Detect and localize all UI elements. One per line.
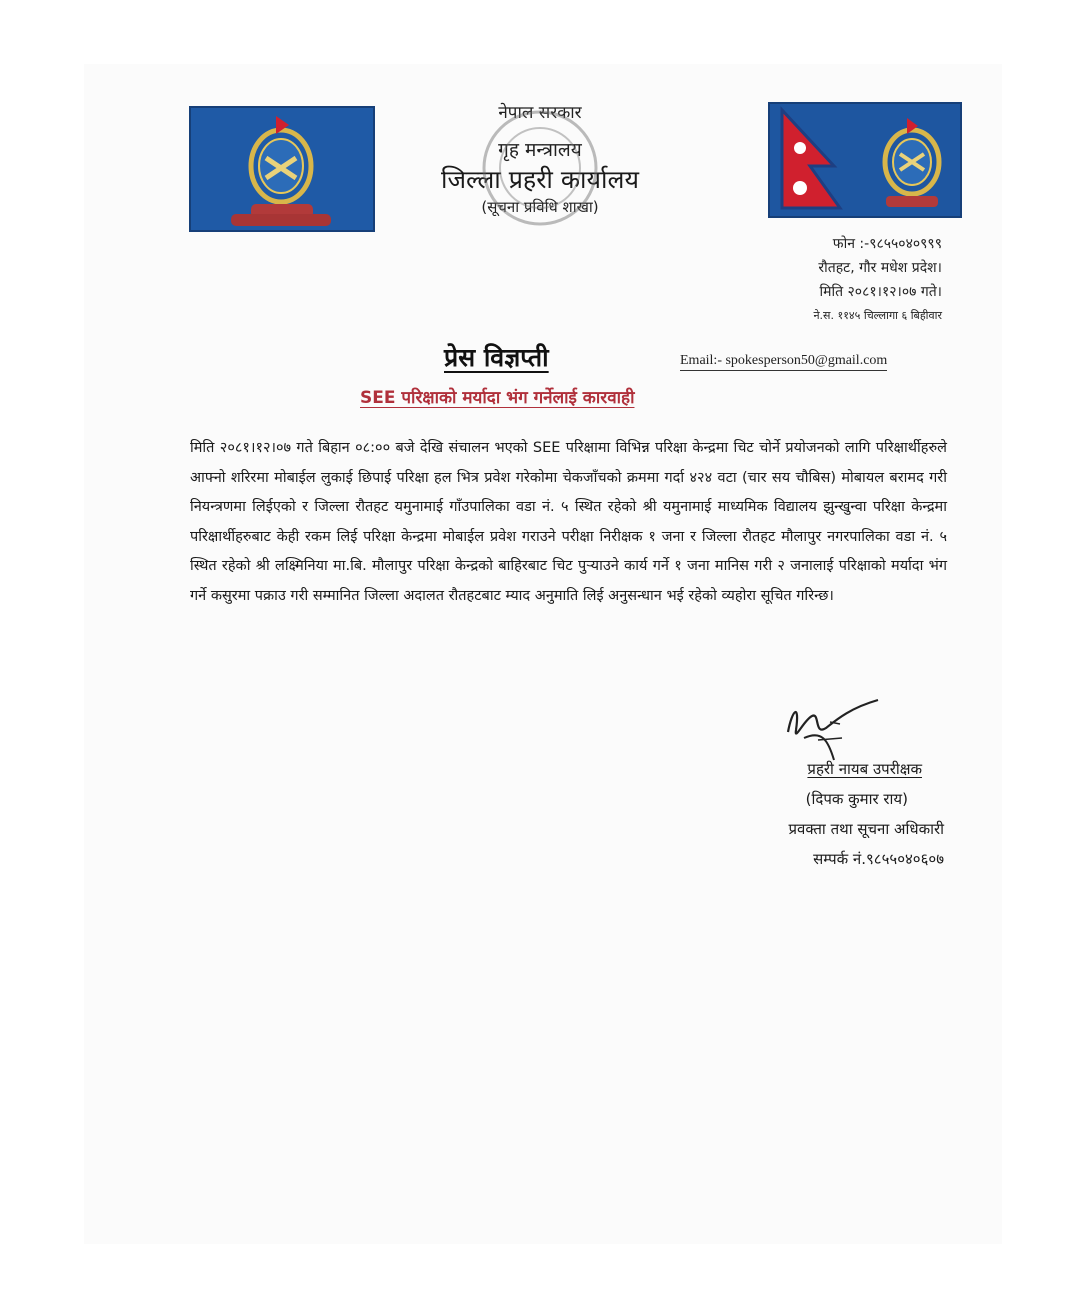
nepal-samvat-date: ने.स. ११४५ चिल्लागा ६ बिहीवार xyxy=(813,309,942,322)
press-release-title: प्रेस विज्ञप्ती xyxy=(444,343,549,372)
ministry-line: गृह मन्त्रालय xyxy=(498,139,582,161)
officer-role: प्रवक्ता तथा सूचना अधिकारी xyxy=(788,820,944,838)
contact-block xyxy=(813,232,942,328)
issue-date: मिति २०८१।१२।०७ गते। xyxy=(819,284,942,300)
section-name: (सूचना प्रविधि शाखा) xyxy=(481,198,599,216)
press-body: मिति २०८१।१२।०७ गते बिहान ०८:०० बजे देखि संचालन भएको SEE परिक्षामा विभिन्न परिक्षा केन्द्रमा चिट चोर्ने प्रयोजनको लागि परिक्षार्थीहरुले आफ्नो शरिरमा मोबाईल लुकाई छिपाई परिक्षा हल भित्र प्रवेश गरेकोमा चेकजाँचको क्रममा गर्दा ४२४ वटा (चार सय चौबिस) मोबायल बरामद गरी नियन्त्रणमा लिईएको र जिल्ला रौतहट यमुनामाई गाँउपालिका वडा नं. ५ स्थित रहेको श्री यमुनामाई माध्यमिक विद्यालय झुन्खुन्वा परिक्षा केन्द्रमा परिक्षार्थीहरुबाट केही रकम लिई परिक्षा केन्द्रमा मोबाईल प्रवेश गराउने परीक्षा निरीक्षक १ जना र जिल्ला रौतहट मौलापुर नगरपालिका वडा नं. ५ स्थित रहेको श्री लक्ष्मिनिया मा.बि. मौलापुर परिक्षा केन्द्रको बाहिरबाट चिट पुऱ्याउने कार्य गर्ने १ जना मानिस गरी २ जनालाई परिक्षाको मर्यादा भंग गर्ने कसुरमा पक्राउ गरी सम्मानित जिल्ला अदालत रौतहटबाट म्याद अनुमाति लिई अनुसन्धान भई रहेको व्यहोरा सूचित गरिन्छ। xyxy=(190,440,947,604)
officer-name: (दिपक कुमार राय) xyxy=(805,790,908,808)
police-badge-icon xyxy=(191,108,373,230)
police-emblem-left xyxy=(189,106,375,232)
government-line: नेपाल सरकार xyxy=(498,103,582,123)
signoff-block xyxy=(700,754,1000,874)
office-address: रौतहट, गौर मधेश प्रदेश। xyxy=(818,260,942,276)
nepal-flag-emblem-right xyxy=(768,102,962,218)
officer-contact: सम्पर्क नं.९८५५०४०६०७ xyxy=(813,850,944,868)
phone-number: फोन :-९८५५०४०९९९ xyxy=(832,236,942,252)
press-subject: SEE परिक्षाको मर्यादा भंग गर्नेलाई कारवाही xyxy=(360,388,635,408)
office-stamp-seal xyxy=(470,98,610,238)
office-name: जिल्ला प्रहरी कार्यालय xyxy=(441,165,639,194)
signature xyxy=(770,690,890,762)
email-address[interactable]: Email:- spokesperson50@gmail.com xyxy=(680,353,887,371)
officer-rank: प्रहरी नायब उपरीक्षक xyxy=(807,760,922,778)
nepal-flag-icon xyxy=(770,104,960,216)
